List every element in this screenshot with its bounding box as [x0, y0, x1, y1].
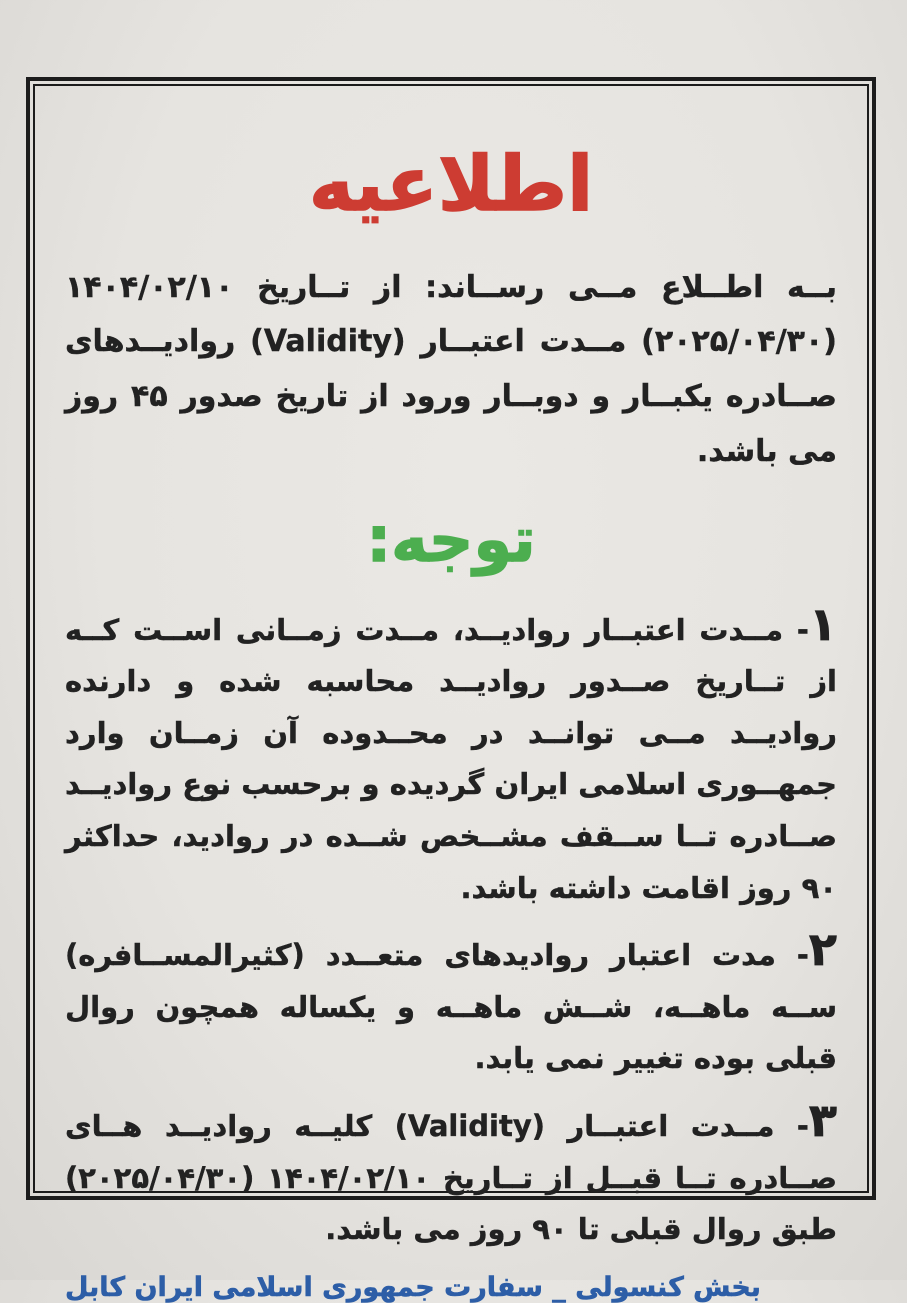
note-item-3 [65, 1093, 837, 1256]
note-number-1: ۱ [808, 596, 837, 651]
page-border-inner [33, 84, 869, 1303]
note-item-1 [65, 596, 837, 915]
intro-paragraph: بــه اطــلاع مــی رســاند: از تــاریخ ۱۴۰۴/۰۲/۱۰ (۲۰۲۵/۰۴/۳۰) مــدت اعتبــار (Validity) روادیــدهای صــادره یکبــار و دوبــار ورود از تاریخ صدور ۴۵ روز می باشد. [65, 269, 837, 469]
notes-list [65, 596, 837, 1272]
note-item-2 [65, 922, 837, 1085]
notice-title: اطلاعیه [308, 139, 594, 228]
page-border-outer [26, 77, 876, 1303]
note-number-3: ۳ [808, 1093, 837, 1148]
note-text-3: - مــدت اعتبــار (Validity) کلیــه روادیــد هــای صــادره تــا قبــل از تــاریخ ۱۴۰۴/۰۲/۱۰ (۲۰۲۵/۰۴/۳۰) طبق روال قبلی تا ۹۰ روز می باشد. [65, 1109, 837, 1247]
note-number-2: ۲ [808, 922, 837, 977]
notice-body [35, 86, 867, 1303]
note-text-2: - مدت اعتبار روادیدهای متعــدد (کثیرالمســافره) ســه ماهــه، شــش ماهــه و یکساله همچون روال قبلی بوده تغییر نمی یابد. [65, 938, 837, 1076]
note-text-1: - مــدت اعتبــار روادیــد، مــدت زمــانی اســت کــه از تــاریخ صــدور روادیــد محاسبه شده و دارنده روادیــد مــی توانــد در محــدوده آن زمــان وارد جمهــوری اسلامی ایران گردیده و برحسب نوع روادیــد صــادره تــا ســقف مشــخص شــده در روادید، حداکثر ۹۰ روز اقامت داشته باشد. [65, 612, 837, 905]
signature-line: بخش کنسولی _ سفارت جمهوری اسلامی ایران کابل [65, 1271, 761, 1303]
attention-heading: توجه: [366, 503, 536, 577]
